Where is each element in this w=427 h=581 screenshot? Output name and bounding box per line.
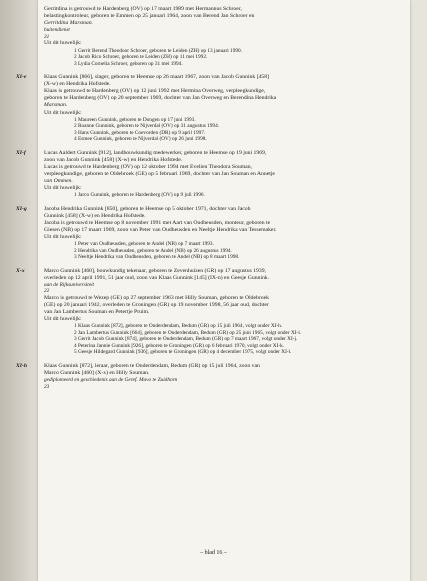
handwritten-number: 31 — [44, 33, 50, 40]
child-item: 3 Lydia Cornelia Schroer, geboren op 31 mei 1994. — [74, 60, 183, 67]
document-text — [16, 6, 396, 390]
child-item: 5 Geesje Hildegard Gunnink [936], geboren te Groningen (GR) op 4 december 1975, volgt onder XI-l. — [74, 349, 292, 356]
entry-line: verpleegkundige, geboren te Oldebroek (GE) op 5 februari 1969, dochter van Jan Souman en Annetje — [44, 170, 275, 177]
marriage-children-heading: Uit dit huwelijk: — [44, 40, 82, 47]
handwritten-note: gediplomeerd en geschiedenis aan de Geref. Mavo te Zuidhorn — [44, 377, 178, 384]
marriage-children-heading: Uit dit huwelijk: — [44, 234, 82, 241]
child-item: 3 Gerrit Jacob Gunnink [874], geboren te Onderdendam, Bedum (GR) op 7 maart 1967, volgt onder XI-j. — [74, 336, 298, 343]
generation-code: XI-e — [16, 74, 27, 81]
entry-line: Marco Gunnink [460] (X-x) en Hilly Souman. — [44, 370, 150, 376]
top-line: Gerritdina is getrouwd te Hardenberg (OV) op 17 maart 1989 met Hermannus Schroer, — [44, 6, 242, 12]
generation-code: X-x — [16, 267, 25, 274]
child-item: 2 Jan Lambertus Gunnink [664], geboren te Onderdendam, Bedum (GR) op 25 juni 1965, volgt onder XI-i. — [74, 329, 302, 336]
page-footer: – blad 16 – — [200, 550, 227, 556]
genealogy-entry — [16, 205, 396, 261]
handwritten-note: aan de Rijksuniversiteit — [44, 281, 95, 288]
entry-line: Klaas is getrouwd te Hardenberg (OV) op 12 juni 1992 met Hermina Overweg, verpleegkundige, — [44, 88, 266, 95]
entry-line: (X-w) en Hendrika Hofstede. — [44, 81, 111, 88]
entry-line: Lucas is getrouwd te Hardenberg (OV) op 12 oktober 1994 met Evelien Theodora Souman, — [44, 163, 252, 170]
children-list — [74, 323, 396, 356]
top-line: Gerritdina Marsman. — [44, 20, 93, 27]
entry-line: Giesen (NB) op 17 maart 1969, zoon van Peter van Oudheusden en Neeltje Hendrika van Tessemaker. — [44, 226, 277, 233]
entry-line: overleden op 12 april 1991, 51 jaar oud, zoon van Klaas Gunnink [145] (IX-n) en Geesje Gunnink. — [44, 274, 270, 281]
page-binding-shadow — [0, 0, 38, 581]
entry-line: Gunnink [458] (X-w) en Hendrika Hofstede. — [44, 212, 146, 219]
child-item: 3 Hans Gunnink, geboren te Coevorden (DR) op 9 april 1997. — [74, 129, 206, 136]
entry-line: Lucas Aaldert Gunnink [912], landbouwkundig medewerker, geboren te Heemse op 19 juni 1969, — [44, 149, 267, 156]
child-item: 1 Peter van Oudheusden, geboren te Andel (NB) op 7 maart 1993. — [74, 241, 214, 248]
entry-line: Marco Gunnink [460], bouwkundig tekenaar, geboren te Zevenhuizen (GR) op 17 augustus 1939, — [44, 267, 267, 274]
entry-line: Klaas Gunnink [866], slager, geboren te Heemse op 26 maart 1967, zoon van Jacob Gunnink [458] — [44, 74, 270, 81]
generation-code: XI-g — [16, 205, 27, 212]
child-item: 1 Klaas Gunnink [872], geboren te Onderdendam, Bedum (GR) op 15 juli 1964, volgt onder XI-h. — [74, 323, 283, 330]
top-block — [44, 6, 396, 67]
genealogy-entry — [16, 74, 396, 143]
genealogy-entry — [16, 149, 396, 199]
child-item: 1 Maureen Gunnink, geboren te Dongen op 17 juni 1993. — [74, 116, 196, 123]
handwritten-number: 23 — [44, 383, 50, 390]
entry-line: Klaas Gunnink [872], leraar, geboren te Onderdendam, Bedum (GR) op 15 juli 1964, zoon van — [44, 362, 260, 369]
child-item: 2 Jacob Rico Schroer, geboren te Leiden (ZH) op 11 mei 1992. — [74, 54, 208, 61]
child-item: 4 Peterina Jannie Gunnink [926], geboren te Groningen (GR) op 6 februari 1970, volgt onder XI-k. — [74, 342, 285, 349]
handwritten-note: buitendienst — [44, 27, 70, 34]
top-line: belastingkontroleur, geboren te Emmen op 25 januari 1964, zoon van Berend Jan Schroer en — [44, 13, 255, 20]
child-item: 3 Neeltje Hendrika van Oudheusden, geboren te Andel (NB) op 8 maart 1998. — [74, 254, 240, 261]
marriage-children-heading: Uit dit huwelijk: — [44, 109, 82, 116]
children-list — [74, 117, 396, 143]
generation-code: XI-f — [16, 149, 26, 156]
child-item: 4 Esmee Gunnink, geboren te Nijverdal (OV) op 26 juni 1998. — [74, 136, 207, 143]
entry-line: geboren te Hardenberg (OV) op 20 september 1969, dochter van Jan Overweg en Berendina Hendrika — [44, 95, 277, 102]
children-list — [74, 48, 396, 68]
genealogy-entry — [16, 362, 396, 390]
entry-line: van Ommen. — [44, 178, 73, 184]
children-list — [74, 192, 396, 199]
entry-line: Marco is getrouwd te Wezep (GE) op 27 september 1963 met Hilly Souman, geboren te Oldebroek — [44, 295, 269, 302]
entry-line: zoon van Jacob Gunnink [458] (X-w) en Hendrika Hofstede. — [44, 156, 183, 163]
children-list — [74, 241, 396, 261]
handwritten-number: 22 — [44, 288, 50, 295]
marriage-children-heading: Uit dit huwelijk: — [44, 316, 82, 323]
entry-line: Jacoba is getrouwd te Heemse op 8 november 1991 met Aart van Oudheusden, monteur, geboren te — [44, 219, 271, 226]
entry-line: (GE) op 20 januari 1942, overleden te Groningen (GR) op 19 november 1998, 56 jaar oud, dochter — [44, 302, 269, 309]
entry-line: Jacoba Hendrika Gunnink [850], geboren te Heemse op 5 oktober 1971, dochter van Jacob — [44, 205, 251, 212]
generation-code: XI-h — [16, 362, 28, 369]
child-item: 1 Jarco Gunnink, geboren te Hardenberg (OV) op 9 juli 1996. — [74, 192, 205, 199]
child-item: 2 Roanne Gunnink, geboren te Nijverdal (OV) op 31 augustus 1994. — [74, 123, 220, 130]
genealogy-entry — [16, 267, 396, 356]
child-item: 2 Hendrika van Oudheusden, geboren te Andel (NB) op 26 augustus 1994. — [74, 247, 232, 254]
child-item: 1 Gerrit Berend Theodoor Schroer, geboren te Leiden (ZH) op 13 januari 1990. — [74, 47, 242, 54]
entry-line: Marsman. — [44, 102, 68, 109]
marriage-children-heading: Uit dit huwelijk: — [44, 185, 82, 192]
entry-line: van Jan Lambertus Souman en Petertje Pruim. — [44, 309, 150, 316]
